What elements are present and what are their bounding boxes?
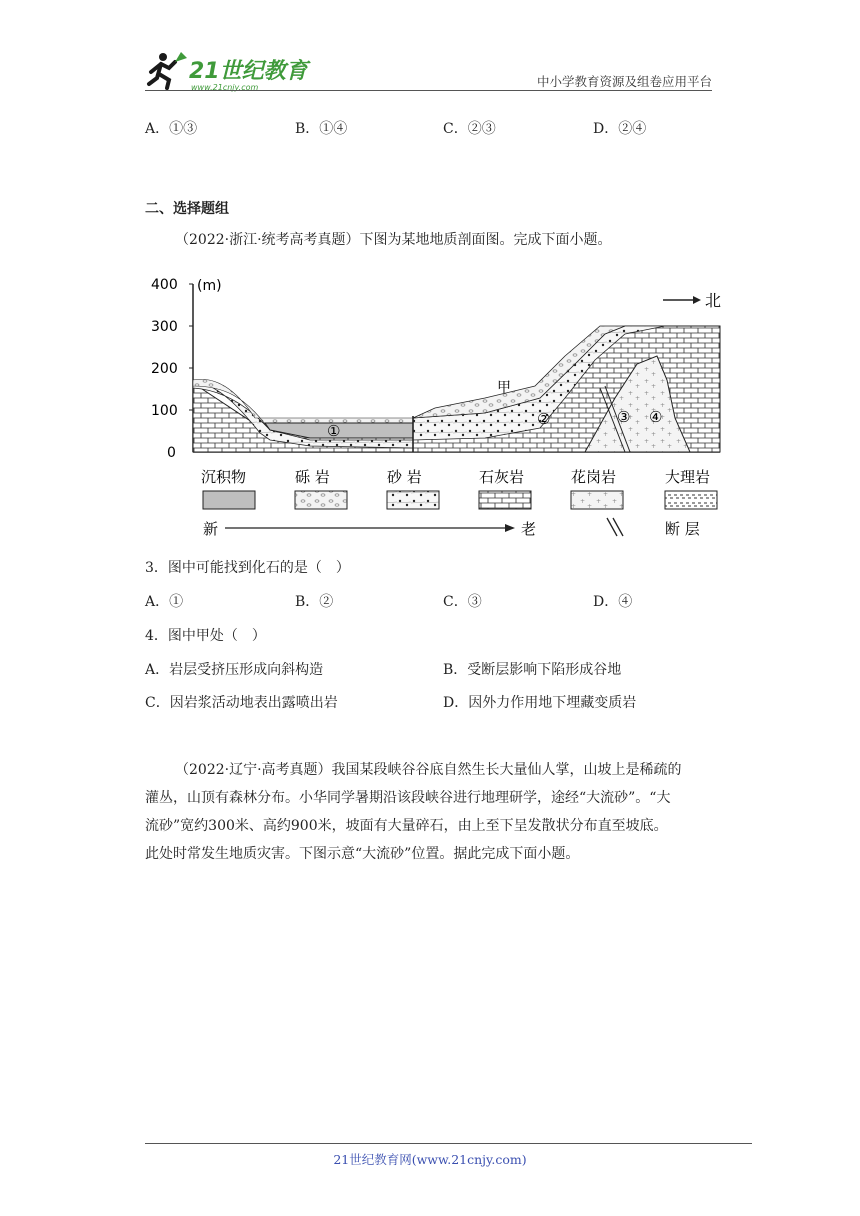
legend-new: 新 <box>203 520 219 538</box>
option-a[interactable]: A．①③ <box>145 121 198 137</box>
question-4-options-row-2 <box>145 692 745 712</box>
y-tick-0: 0 <box>167 445 176 461</box>
marker-3: ③ <box>617 408 631 426</box>
cross-section <box>193 326 720 452</box>
option-c[interactable]: C．②③ <box>443 121 496 137</box>
q4-option-b[interactable]: B．受断层影响下陷形成谷地 <box>443 662 622 678</box>
q4-option-d[interactable]: D．因外力作用地下埋藏变质岩 <box>443 695 637 711</box>
north-label: 北 <box>705 291 722 310</box>
legend <box>201 468 717 538</box>
fault-symbol-icon <box>607 518 623 536</box>
section-title: 二、选择题组 <box>145 201 229 217</box>
q4-option-a[interactable]: A．岩层受挤压形成向斜构造 <box>145 662 324 678</box>
intro-paragraph-2-line-4: 此处时常发生地质灾害。下图示意“大流砂”位置。据此完成下面小题。 <box>145 846 580 862</box>
legend-sediment: 沉积物 <box>201 468 247 486</box>
marker-2: ② <box>537 410 551 428</box>
q3-option-a[interactable]: A．① <box>145 594 184 610</box>
y-tick-100: 100 <box>151 403 178 419</box>
legend-granite: 花岗岩 <box>571 468 617 486</box>
legend-limestone: 石灰岩 <box>479 468 525 486</box>
header-divider <box>145 90 712 91</box>
marker-4: ④ <box>649 408 663 426</box>
y-tick-200: 200 <box>151 361 178 377</box>
runner-icon <box>149 52 187 88</box>
q4-option-c[interactable]: C．因岩浆活动地表出露喷出岩 <box>145 695 338 711</box>
q3-option-c[interactable]: C．③ <box>443 594 482 610</box>
y-tick-400: 400 <box>151 277 178 293</box>
legend-marble: 大理岩 <box>665 468 711 486</box>
geologic-section-figure <box>145 268 730 543</box>
legend-old: 老 <box>521 520 537 538</box>
question-3-stem: 3．图中可能找到化石的是（ ） <box>145 560 350 576</box>
question-3-options <box>145 591 745 611</box>
label-jia: 甲 <box>497 380 511 396</box>
q3-option-d[interactable]: D．④ <box>593 594 633 610</box>
intro-paragraph-2-line-1: （2022·辽宁·高考真题）我国某段峡谷谷底自然生长大量仙人掌，山坡上是稀疏的 <box>175 762 682 778</box>
legend-fault: 断 层 <box>665 520 700 538</box>
svg-text:21世纪教育: 21世纪教育 <box>189 59 308 84</box>
platform-name: 中小学教育资源及组卷应用平台 <box>536 74 712 89</box>
svg-text:www.21cnjy.com: www.21cnjy.com <box>191 83 259 92</box>
y-tick-300: 300 <box>151 319 178 335</box>
question-4-stem: 4．图中甲处（ ） <box>145 628 266 644</box>
y-unit: (m) <box>197 278 222 294</box>
legend-sandstone: 砂 岩 <box>387 468 422 486</box>
intro-paragraph-1: （2022·浙江·统考高考真题）下图为某地地质剖面图。完成下面小题。 <box>175 232 612 248</box>
intro-paragraph-2-line-3: 流砂”宽约300米、高约900米，坡面有大量碎石，由上至下呈发散状分布直至坡底。 <box>145 818 668 834</box>
legend-conglomerate: 砾 岩 <box>295 468 330 486</box>
north-arrow-icon <box>663 296 701 304</box>
option-b[interactable]: B．①④ <box>295 121 348 137</box>
question-4-options-row-1 <box>145 659 745 679</box>
prev-question-options <box>145 118 745 138</box>
footer-divider <box>145 1143 752 1144</box>
page-header <box>145 40 712 92</box>
option-d[interactable]: D．②④ <box>593 121 647 137</box>
marker-1: ① <box>327 422 341 440</box>
q3-option-b[interactable]: B．② <box>295 594 334 610</box>
logo-21cnjy <box>145 48 315 92</box>
footer-link[interactable]: 21世纪教育网(www.21cnjy.com) <box>333 1152 527 1167</box>
intro-paragraph-2-line-2: 灌丛，山顶有森林分布。小华同学暑期沿该段峡谷进行地理研学，途经“大流砂”。“大 <box>145 790 671 806</box>
